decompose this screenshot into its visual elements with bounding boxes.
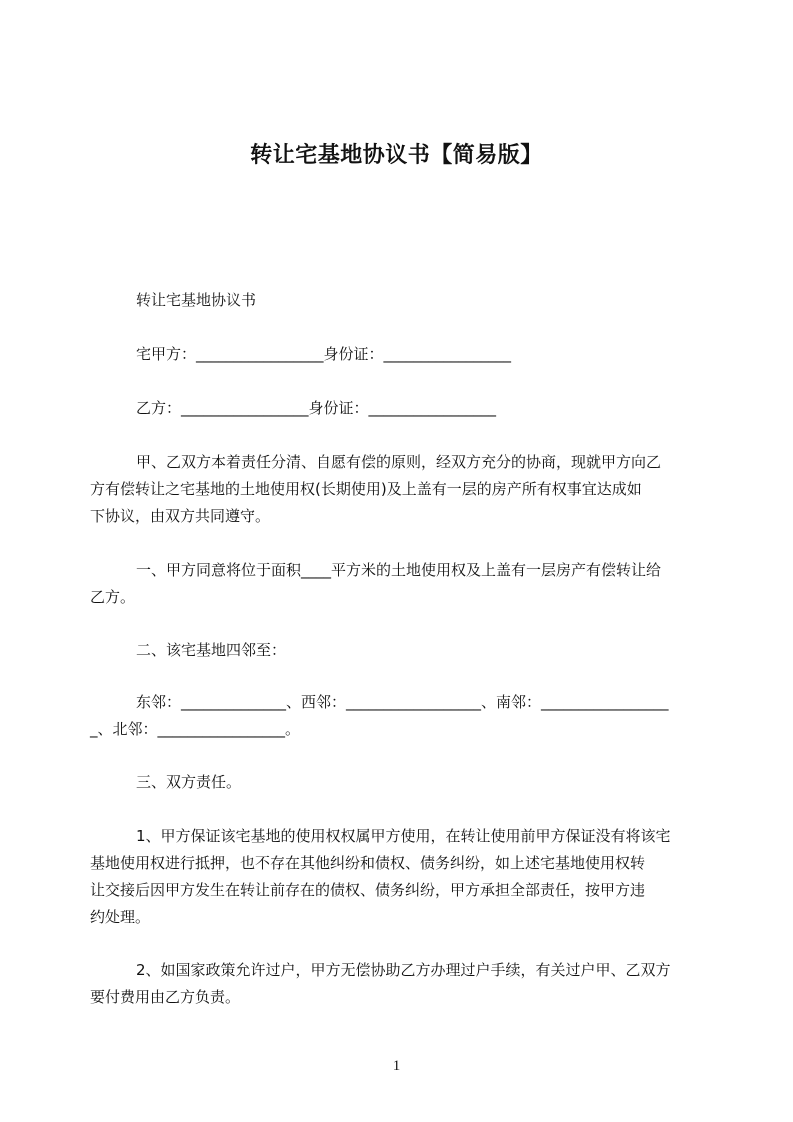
responsibility-1-line-3: 让交接后因甲方发生在转让前存在的债权、债务纠纷，甲方承担全部责任，按甲方违 — [90, 881, 646, 899]
intro-line-3: 下协议，由双方共同遵守。 — [90, 507, 271, 525]
responsibility-2-line-2: 要付费用由乙方负责。 — [90, 988, 241, 1006]
clause-3-heading: 三、双方责任。 — [136, 773, 242, 791]
intro-line-1: 甲、乙双方本着责任分清、自愿有偿的原则，经双方充分的协商，现就甲方向乙 — [136, 453, 662, 471]
responsibility-1-line-1: 1、甲方保证该宅基地的使用权权属甲方使用，在转让使用前甲方保证没有将该宅 — [136, 827, 671, 845]
neighbors-line-2: _、北邻：_________________。 — [90, 720, 301, 738]
responsibility-1-line-4: 约处理。 — [90, 908, 151, 926]
clause-1-line-2: 乙方。 — [90, 588, 136, 606]
intro-line-2: 方有偿转让之宅基地的土地使用权(长期使用)及上盖有一层的房产所有权事宜达成如 — [90, 480, 642, 498]
page-number: 1 — [392, 1058, 401, 1074]
clause-2-heading: 二、该宅基地四邻至： — [136, 641, 287, 659]
responsibility-1-line-2: 基地使用权进行抵押，也不存在其他纠纷和债权、债务纠纷，如上述宅基地使用权转 — [90, 854, 646, 872]
party-b-line: 乙方：_________________身份证：_________________ — [136, 399, 497, 417]
document-title: 转让宅基地协议书【简易版】 — [250, 143, 543, 168]
responsibility-2-line-1: 2、如国家政策允许过户，甲方无偿协助乙方办理过户手续，有关过户甲、乙双方 — [136, 961, 671, 979]
party-a-line: 宅甲方：_________________身份证：_________________ — [136, 345, 512, 363]
neighbors-line-1: 东邻：______________、西邻：__________________、南邻：_________________ — [136, 693, 669, 711]
clause-1-line-1: 一、甲方同意将位于面积____平方米的土地使用权及上盖有一层房产有偿转让给 — [136, 561, 662, 579]
agreement-heading: 转让宅基地协议书 — [136, 291, 257, 309]
